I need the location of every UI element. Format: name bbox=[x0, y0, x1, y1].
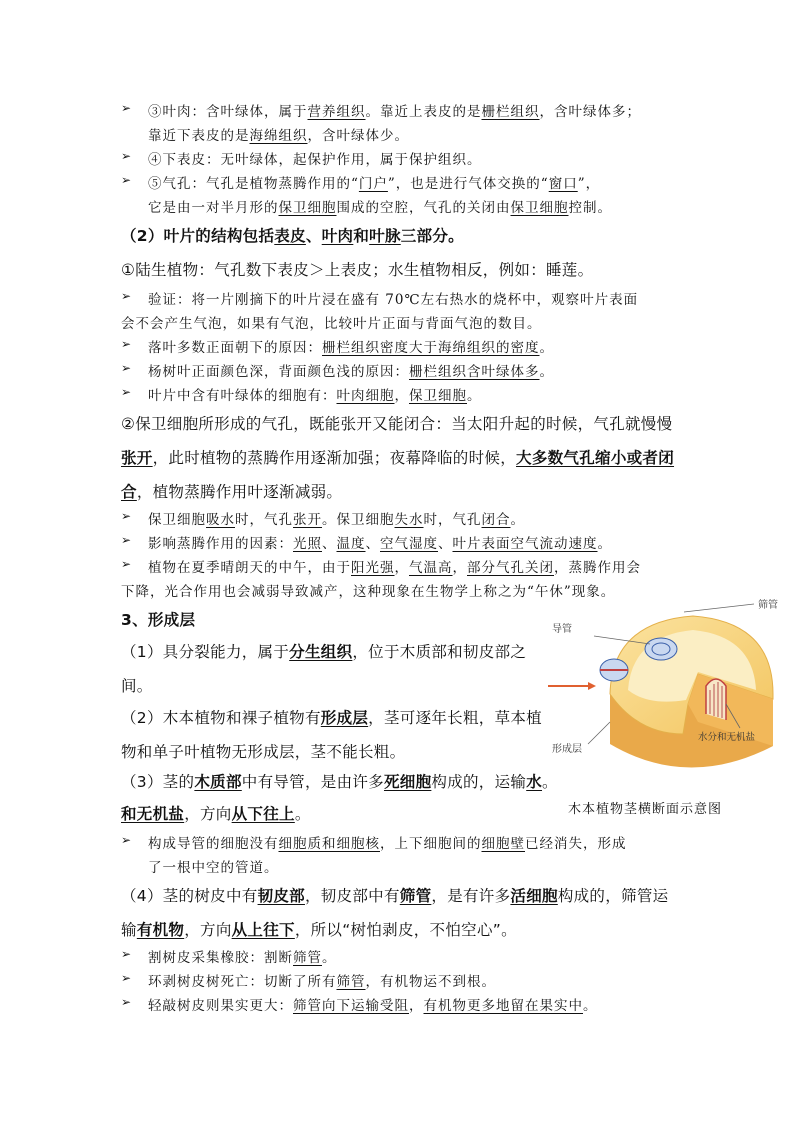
text-segment: 间。 bbox=[121, 677, 153, 695]
underlined-term: 水 bbox=[526, 773, 543, 791]
text-line bbox=[148, 360, 554, 380]
underlined-term: 张开 bbox=[121, 449, 153, 467]
underlined-term: 闭合 bbox=[481, 512, 511, 528]
text-line bbox=[121, 640, 526, 662]
text-segment: 、 bbox=[365, 536, 380, 552]
underlined-term: 有机物更多地留在果实中 bbox=[423, 998, 583, 1014]
bullet-icon: ➢ bbox=[121, 971, 132, 985]
label-water-minerals: 水分和无机盐 bbox=[698, 732, 756, 743]
bullet-icon: ➢ bbox=[121, 833, 132, 847]
text-segment: 。 bbox=[322, 950, 337, 966]
text-line bbox=[121, 918, 517, 940]
text-line bbox=[121, 740, 405, 762]
text-line bbox=[148, 946, 337, 966]
text-segment: 物和单子叶植物无形成层，茎不能长粗。 bbox=[121, 743, 406, 761]
text-segment: 下降，光合作用也会减弱导致减产，这种现象在生物学上称之为“午休”现象。 bbox=[121, 584, 616, 600]
text-segment: ， bbox=[394, 560, 409, 576]
text-segment: ， bbox=[394, 388, 409, 404]
underlined-term: 叶片表面空气流动速度 bbox=[452, 536, 598, 552]
underlined-term: 从下往上 bbox=[231, 805, 295, 823]
underlined-term: 死细胞 bbox=[383, 773, 432, 791]
vascular-bundle-icon bbox=[645, 638, 677, 660]
text-segment: 时，气孔 bbox=[235, 512, 293, 528]
underlined-term: 保卫细胞 bbox=[278, 200, 337, 216]
text-line bbox=[121, 674, 153, 696]
underlined-term: 细胞壁 bbox=[481, 836, 525, 852]
text-segment: 保卫细胞 bbox=[148, 512, 206, 528]
bullet-icon: ➢ bbox=[121, 173, 132, 187]
text-segment: ，含叶绿体多； bbox=[539, 104, 641, 120]
underlined-term: 栅栏组织密度大于海绵组织的密度 bbox=[322, 340, 540, 356]
text-segment: ，蒸腾作用会 bbox=[554, 560, 641, 576]
text-segment: 割树皮采集橡胶：割断 bbox=[148, 950, 293, 966]
bullet-icon: ➢ bbox=[121, 385, 132, 399]
text-segment: ，是有许多 bbox=[431, 887, 511, 905]
text-segment: 中有导管，是由许多 bbox=[241, 773, 384, 791]
underlined-term: 窗口 bbox=[548, 176, 578, 192]
text-line bbox=[148, 384, 482, 404]
text-segment: ④下表皮：无叶绿体，起保护作用，属于保护组织。 bbox=[148, 152, 482, 168]
text-segment: ，位于木质部和韧皮部之 bbox=[352, 643, 527, 661]
text-line bbox=[121, 608, 195, 630]
text-segment: 控制。 bbox=[568, 200, 612, 216]
underlined-term: 栅栏组织含叶绿体多 bbox=[409, 364, 540, 380]
text-line bbox=[121, 412, 672, 434]
text-segment: 验证：将一片刚摘下的叶片浸在盛有 70℃左右热水的烧杯中，观察叶片表面 bbox=[148, 292, 639, 308]
text-segment: 植物在夏季晴朗天的中午，由于 bbox=[148, 560, 351, 576]
text-segment: 会不会产生气泡，如果有气泡，比较叶片正面与背面气泡的数目。 bbox=[121, 316, 542, 332]
text-line bbox=[121, 884, 668, 906]
text-line bbox=[148, 994, 598, 1014]
underlined-term: 表皮 bbox=[274, 227, 306, 245]
bullet-icon: ➢ bbox=[121, 101, 132, 115]
text-segment: 构成导管的细胞没有 bbox=[148, 836, 279, 852]
text-segment: 时，气孔 bbox=[423, 512, 482, 528]
text-segment: 、 bbox=[322, 536, 337, 552]
underlined-term: 失水 bbox=[394, 512, 424, 528]
text-segment: 围成的空腔，气孔的关闭由 bbox=[336, 200, 511, 216]
text-segment: ，方向 bbox=[184, 805, 232, 823]
underlined-term: 部分气孔关闭 bbox=[467, 560, 554, 576]
text-line bbox=[148, 970, 496, 990]
underlined-term: 活细胞 bbox=[510, 887, 558, 905]
text-segment: ，方向 bbox=[184, 921, 232, 939]
bullet-icon: ➢ bbox=[121, 995, 132, 1009]
text-segment: 。 bbox=[294, 805, 311, 823]
text-segment: 。 bbox=[539, 340, 554, 356]
text-segment: 。保卫细胞 bbox=[322, 512, 395, 528]
text-segment: （2）叶片的结构包括 bbox=[121, 227, 275, 245]
text-segment: ③叶肉：含叶绿体，属于 bbox=[148, 104, 308, 120]
text-line bbox=[121, 770, 558, 792]
text-line bbox=[148, 508, 525, 528]
text-line bbox=[148, 832, 627, 852]
stem-cross-section-figure bbox=[548, 594, 788, 826]
underlined-term: 阳光强 bbox=[351, 560, 395, 576]
text-segment: 。 bbox=[510, 512, 525, 528]
text-segment: ，韧皮部中有 bbox=[304, 887, 400, 905]
text-line bbox=[148, 856, 279, 876]
underlined-term: 筛管 bbox=[336, 974, 366, 990]
text-segment: 杨树叶正面颜色深，背面颜色浅的原因： bbox=[148, 364, 409, 380]
text-segment: （4）茎的树皮中有 bbox=[121, 887, 258, 905]
text-segment: 和 bbox=[353, 227, 370, 245]
text-segment: ， bbox=[409, 998, 424, 1014]
bullet-icon: ➢ bbox=[121, 533, 132, 547]
underlined-term: 合 bbox=[121, 483, 137, 501]
underlined-term: 保卫细胞 bbox=[409, 388, 467, 404]
underlined-term: 大多数气孔缩小或者闭 bbox=[516, 449, 675, 467]
figure-caption: 木本植物茎横断面示意图 bbox=[568, 802, 723, 817]
underlined-term: 形成层 bbox=[320, 709, 369, 727]
text-line bbox=[121, 480, 342, 502]
text-segment: ，此时植物的蒸腾作用逐渐加强；夜幕降临的时候， bbox=[152, 449, 517, 467]
text-line bbox=[121, 802, 311, 824]
underlined-term: 筛管 bbox=[399, 887, 432, 905]
underlined-term: 叶肉细胞 bbox=[336, 388, 395, 404]
underlined-term: 空气湿度 bbox=[380, 536, 438, 552]
underlined-term: 温度 bbox=[336, 536, 366, 552]
text-segment: 、 bbox=[305, 227, 322, 245]
bullet-icon: ➢ bbox=[121, 361, 132, 375]
text-segment: ，茎可逐年长粗，草本植 bbox=[368, 709, 542, 727]
text-line bbox=[121, 706, 542, 728]
text-line bbox=[121, 580, 615, 600]
text-segment: 构成的，筛管运 bbox=[557, 887, 669, 905]
bullet-icon: ➢ bbox=[121, 337, 132, 351]
text-segment: 它是由一对半月形的 bbox=[148, 200, 279, 216]
underlined-term: 门户 bbox=[358, 176, 388, 192]
bullet-icon: ➢ bbox=[121, 289, 132, 303]
text-segment: 输 bbox=[121, 921, 137, 939]
bullet-icon: ➢ bbox=[121, 149, 132, 163]
underlined-term: 木质部 bbox=[194, 773, 242, 791]
underlined-term: 韧皮部 bbox=[257, 887, 305, 905]
text-segment: ，植物蒸腾作用叶逐渐减弱。 bbox=[136, 483, 343, 501]
text-line bbox=[148, 532, 612, 552]
text-segment: 落叶多数正面朝下的原因： bbox=[148, 340, 322, 356]
text-segment: 。 bbox=[583, 998, 598, 1014]
text-segment: ，上下细胞间的 bbox=[380, 836, 482, 852]
underlined-term: 营养组织 bbox=[307, 104, 366, 120]
text-segment: 叶片中含有叶绿体的细胞有： bbox=[148, 388, 337, 404]
text-segment: 靠近下表皮的是 bbox=[148, 128, 250, 144]
bullet-icon: ➢ bbox=[121, 947, 132, 961]
underlined-term: 海绵组织 bbox=[249, 128, 308, 144]
underlined-term: 栅栏组织 bbox=[481, 104, 540, 120]
text-line bbox=[148, 336, 554, 356]
text-segment: 3、形成层 bbox=[121, 611, 196, 629]
text-segment: ①陆生植物：气孔数下表皮＞上表皮；水生植物相反，例如：睡莲。 bbox=[121, 261, 594, 279]
text-line bbox=[121, 224, 464, 246]
text-line bbox=[148, 172, 600, 192]
text-line bbox=[121, 446, 674, 468]
text-segment: 影响蒸腾作用的因素： bbox=[148, 536, 293, 552]
underlined-term: 分生组织 bbox=[289, 643, 353, 661]
text-segment: 。 bbox=[467, 388, 482, 404]
text-segment: 已经消失，形成 bbox=[525, 836, 627, 852]
underlined-term: 细胞质和细胞核 bbox=[278, 836, 380, 852]
underlined-term: 叶肉 bbox=[321, 227, 354, 245]
text-line bbox=[148, 100, 641, 120]
text-segment: 。 bbox=[542, 773, 558, 791]
text-segment: ，所以“树怕剥皮，不怕空心”。 bbox=[294, 921, 517, 939]
underlined-term: 保卫细胞 bbox=[510, 200, 569, 216]
text-segment: 。 bbox=[597, 536, 612, 552]
text-segment: 构成的，运输 bbox=[431, 773, 527, 791]
text-segment: 。靠近上表皮的是 bbox=[365, 104, 482, 120]
underlined-term: 从上往下 bbox=[231, 921, 295, 939]
text-segment: ⑤气孔：气孔是植物蒸腾作用的“ bbox=[148, 176, 359, 192]
text-line bbox=[148, 124, 409, 144]
text-segment: （3）茎的 bbox=[121, 773, 195, 791]
underlined-term: 张开 bbox=[293, 512, 322, 528]
text-segment: （1）具分裂能力，属于 bbox=[121, 643, 290, 661]
label-sieve: 筛管 bbox=[758, 600, 778, 611]
text-segment: ，含叶绿体少。 bbox=[307, 128, 409, 144]
text-line bbox=[148, 196, 612, 216]
text-segment: ②保卫细胞所形成的气孔，既能张开又能闭合：当太阳升起的时候，气孔就慢慢 bbox=[121, 415, 673, 433]
text-segment: 轻敲树皮则果实更大： bbox=[148, 998, 293, 1014]
text-segment: ， bbox=[452, 560, 467, 576]
vessel-arches bbox=[706, 679, 726, 720]
text-segment: ，有机物运不到根。 bbox=[365, 974, 496, 990]
underlined-term: 有机物 bbox=[136, 921, 185, 939]
underlined-term: 筛管向下运输受阻 bbox=[293, 998, 409, 1014]
underlined-term: 叶脉 bbox=[369, 227, 401, 245]
text-segment: ”，也是进行气体交换的“ bbox=[387, 176, 549, 192]
stem-diagram bbox=[548, 594, 788, 826]
underlined-term: 吸水 bbox=[206, 512, 235, 528]
text-line bbox=[148, 148, 482, 168]
text-segment: 环剥树皮树死亡：切断了所有 bbox=[148, 974, 337, 990]
bullet-icon: ➢ bbox=[121, 557, 132, 571]
text-segment: （2）木本植物和裸子植物有 bbox=[121, 709, 321, 727]
text-line bbox=[121, 312, 542, 332]
underlined-term: 筛管 bbox=[293, 950, 322, 966]
text-segment: 三部分。 bbox=[400, 227, 464, 245]
text-segment: 。 bbox=[539, 364, 554, 380]
text-segment: ”， bbox=[577, 176, 601, 192]
bullet-icon: ➢ bbox=[121, 509, 132, 523]
underlined-term: 和无机盐 bbox=[121, 805, 185, 823]
text-line bbox=[148, 556, 641, 576]
underlined-term: 气温高 bbox=[409, 560, 453, 576]
label-cambium: 形成层 bbox=[552, 744, 582, 755]
text-line bbox=[148, 288, 638, 308]
text-segment: 了一根中空的管道。 bbox=[148, 860, 279, 876]
text-segment: 、 bbox=[438, 536, 453, 552]
text-line bbox=[121, 258, 593, 280]
underlined-term: 光照 bbox=[293, 536, 322, 552]
label-vessel: 导管 bbox=[552, 624, 572, 635]
